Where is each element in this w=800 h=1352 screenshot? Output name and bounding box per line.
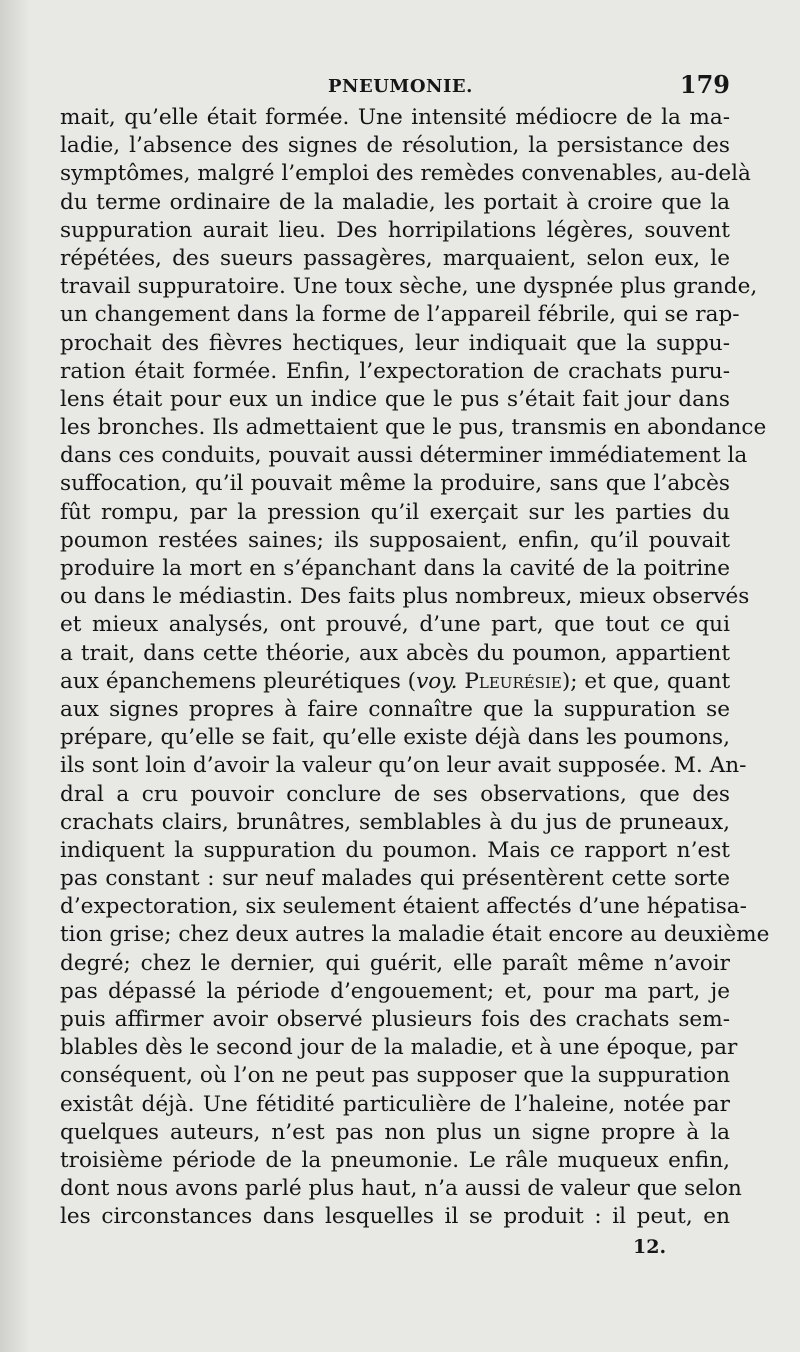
text-line: ration était formée. Enfin, l’expectoration de crachats puru-	[60, 358, 730, 384]
text-line: poumon restées saines; ils supposaient, enfin, qu’il pouvait	[60, 527, 730, 553]
text-line: blables dès le second jour de la maladie, et à une époque, par	[60, 1035, 738, 1061]
text-line: travail suppuratoire. Une toux sèche, une dyspnée plus grande,	[60, 274, 758, 300]
text-line: tion grise; chez deux autres la maladie était encore au deuxième	[60, 922, 770, 948]
text-line: et mieux analysés, ont prouvé, d’une part, que tout ce qui	[60, 612, 730, 638]
text-line: troisième période de la pneumonie. Le râle muqueux enfin,	[60, 1147, 730, 1173]
text-line: d’expectoration, six seulement étaient affectés d’une hépatisa-	[60, 894, 747, 920]
page-number: 179	[679, 70, 730, 99]
text-line: suppuration aurait lieu. Des horripilations légères, souvent	[60, 217, 730, 243]
text-line: indiquent la suppuration du poumon. Mais ce rapport n’est	[60, 837, 730, 863]
text-line: existât déjà. Une fétidité particulière de l’haleine, notée par	[60, 1091, 730, 1117]
text-line: aux signes propres à faire connaître que la suppuration se	[60, 696, 730, 722]
text-line: symptômes, malgré l’emploi des remèdes convenables, au-delà	[60, 161, 751, 187]
text-line: conséquent, où l’on ne peut pas supposer que la suppuration	[60, 1063, 730, 1089]
text-fragment: aux épanchemens pleurétiques (	[60, 668, 417, 694]
text-line: pas dépassé la période d’engouement; et, pour ma part, je	[60, 978, 730, 1004]
italic-abbreviation: voy.	[416, 668, 458, 694]
text-line: crachats clairs, brunâtres, semblables à du jus de pruneaux,	[60, 809, 730, 835]
text-line: ils sont loin d’avoir la valeur qu’on leur avait supposée. M. An-	[60, 753, 747, 779]
text-line: puis affirmer avoir observé plusieurs fois des crachats sem-	[60, 1007, 730, 1032]
text-line: les bronches. Ils admettaient que le pus, transmis en abondance	[60, 415, 767, 441]
text-line: les circonstances dans lesquelles il se produit : il peut, en	[60, 1204, 730, 1230]
text-line: dans ces conduits, pouvait aussi déterminer immédiatement la	[60, 443, 748, 469]
text-line: un changement dans la forme de l’appareil fébrile, qui se rap-	[60, 302, 740, 328]
text-line: prochait des fièvres hectiques, leur indiquait que la suppu-	[60, 330, 730, 356]
signature-mark: 12.	[633, 1236, 667, 1258]
page-header	[60, 70, 730, 106]
text-line: dont nous avons parlé plus haut, n’a aussi de valeur que selon	[60, 1176, 742, 1202]
text-line: répétées, des sueurs passagères, marquaient, selon eux, le	[60, 245, 730, 271]
text-line: ladie, l’absence des signes de résolution, la persistance des	[60, 133, 730, 159]
text-line: degré; chez le dernier, qui guérit, elle paraît même n’avoir	[60, 950, 730, 976]
text-line: ou dans le médiastin. Des faits plus nombreux, mieux observés	[60, 584, 750, 610]
text-line: suffocation, qu’il pouvait même la produire, sans que l’abcès	[60, 471, 730, 497]
text-line: du terme ordinaire de la maladie, les portait à croire que la	[60, 189, 730, 215]
text-line: fût rompu, par la pression qu’il exerçait sur les parties du	[60, 499, 730, 525]
page-gutter-shadow	[0, 0, 30, 1352]
text-line: mait, qu’elle était formée. Une intensité médiocre de la ma-	[60, 105, 730, 130]
text-line	[60, 668, 730, 696]
cross-reference: Pleurésie	[464, 668, 562, 694]
text-line: lens était pour eux un indice que le pus s’était fait jour dans	[60, 386, 730, 412]
text-line: prépare, qu’elle se fait, qu’elle existe déjà dans les poumons,	[60, 725, 730, 751]
body-text	[60, 104, 770, 1232]
text-line: pas constant : sur neuf malades qui présentèrent cette sorte	[60, 866, 730, 892]
text-line: quelques auteurs, n’est pas non plus un signe propre à la	[60, 1119, 730, 1145]
running-head: PNEUMONIE.	[328, 76, 473, 97]
text-line: dral a cru pouvoir conclure de ses observations, que des	[60, 781, 730, 807]
text-line: produire la mort en s’épanchant dans la cavité de la poitrine	[60, 556, 730, 581]
text-line: a trait, dans cette théorie, aux abcès du poumon, appartient	[60, 640, 730, 666]
text-fragment: ); et que, quant	[561, 668, 731, 694]
